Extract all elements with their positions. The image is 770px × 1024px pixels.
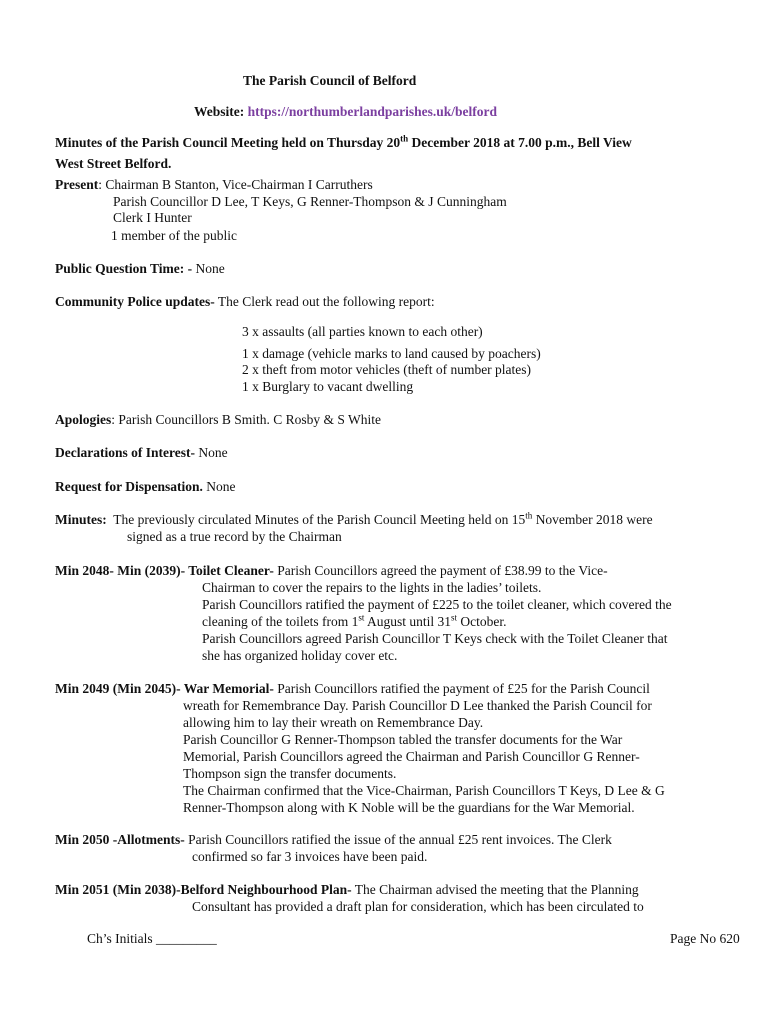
min2051-label: Min 2051 (Min 2038)-Belford Neighbourhood Plan-	[55, 882, 352, 897]
min2049-line-2: wreath for Remembrance Day. Parish Councillor D Lee thanked the Parish Council for	[183, 698, 652, 713]
police-updates	[55, 293, 435, 310]
declarations-text: None	[194, 445, 228, 460]
minutes-text-a: The previously circulated Minutes of the Parish Council Meeting held on 15	[106, 512, 526, 527]
website-line	[194, 103, 497, 120]
apologies-text: : Parish Councillors B Smith. C Rosby & S White	[111, 412, 382, 427]
min2050-label: Min 2050 -Allotments-	[55, 832, 185, 847]
min2051-line-1	[55, 881, 639, 898]
minutes-line-1	[55, 511, 653, 528]
min2048-body	[202, 579, 672, 664]
dispensation	[55, 478, 236, 495]
title-sup: th	[400, 133, 409, 144]
dispensation-label: Request for Dispensation.	[55, 479, 203, 494]
police-item-3: 2 x theft from motor vehicles (theft of number plates)	[242, 362, 532, 377]
min2048-line-4	[202, 613, 672, 630]
page-number: Page No 620	[670, 931, 740, 946]
website-label: Website:	[194, 104, 245, 119]
min2048-text-1: Parish Councillors agreed the payment of £38.99 to the Vice-	[273, 563, 608, 578]
website-link[interactable]: https://northumberlandparishes.uk/belford	[247, 104, 498, 119]
min2049-body	[183, 697, 665, 816]
meeting-location: West Street Belford.	[55, 156, 172, 171]
meeting-title	[55, 134, 632, 151]
present-line-4: 1 member of the public	[111, 228, 237, 243]
present-text: : Chairman B Stanton, Vice-Chairman I Carruthers	[98, 177, 373, 192]
min2048-line-3: Parish Councillors ratified the payment of £225 to the toilet cleaner, which covered the	[202, 597, 672, 612]
min2048-line-5: Parish Councillors agreed Parish Councillor T Keys check with the Toilet Cleaner that	[202, 631, 668, 646]
min2049-line-1	[55, 680, 650, 697]
minutes-text-b: November 2018 were	[532, 512, 653, 527]
apologies-label: Apologies	[55, 412, 112, 427]
min2048-label: Min 2048- Min (2039)- Toilet Cleaner-	[55, 563, 274, 578]
min2049-text-1: Parish Councillors ratified the payment of £25 for the Parish Council	[273, 681, 650, 696]
present-line-3: Clerk I Hunter	[113, 210, 192, 225]
apologies	[55, 411, 381, 428]
min2049-line-6: Thompson sign the transfer documents.	[183, 766, 397, 781]
council-name: The Parish Council of Belford	[243, 73, 417, 88]
min2051-text-1: The Chairman advised the meeting that the Planning	[351, 882, 639, 897]
minutes-line-2: signed as a true record by the Chairman	[127, 529, 342, 544]
present-line-2: Parish Councillor D Lee, T Keys, G Renner-Thompson & J Cunningham	[113, 194, 507, 209]
min2050-line-2: confirmed so far 3 invoices have been paid.	[192, 849, 428, 864]
public-question-text: None	[192, 261, 225, 276]
present-line-1	[55, 176, 373, 193]
min2048-line-4c: October.	[457, 614, 507, 629]
min2051-line-2: Consultant has provided a draft plan for consideration, which has been circulated to	[192, 899, 644, 914]
min2050-text-1: Parish Councillors ratified the issue of the annual £25 rent invoices. The Clerk	[184, 832, 612, 847]
declarations-label: Declarations of Interest-	[55, 445, 195, 460]
min2048-sup-2: st	[451, 612, 458, 623]
minutes-sup: th	[525, 510, 533, 521]
police-label: Community Police updates-	[55, 294, 215, 309]
declarations	[55, 444, 228, 461]
min2049-line-5: Memorial, Parish Councillors agreed the Chairman and Parish Councillor G Renner-	[183, 749, 640, 764]
min2049-line-7: The Chairman confirmed that the Vice-Chairman, Parish Councillors T Keys, D Lee & G	[183, 783, 665, 798]
dispensation-text: None	[202, 479, 236, 494]
min2050-line-1	[55, 831, 612, 848]
police-item-1: 3 x assaults (all parties known to each other)	[242, 324, 483, 339]
min2048-line-4a: cleaning of the toilets from 1	[202, 614, 359, 629]
min2049-line-4: Parish Councillor G Renner-Thompson tabled the transfer documents for the War	[183, 732, 623, 747]
min2049-line-8: Renner-Thompson along with K Noble will be the guardians for the War Memorial.	[183, 800, 635, 815]
public-question-label: Public Question Time: -	[55, 261, 193, 276]
police-item-4: 1 x Burglary to vacant dwelling	[242, 379, 414, 394]
police-text: The Clerk read out the following report:	[214, 294, 435, 309]
chairman-initials: Ch’s Initials _________	[87, 931, 217, 946]
min2048-line-6: she has organized holiday cover etc.	[202, 648, 398, 663]
min2049-line-3: allowing him to lay their wreath on Remembrance Day.	[183, 715, 484, 730]
present-label: Present	[55, 177, 99, 192]
public-question-time	[55, 260, 225, 277]
title-text-2: December 2018 at 7.00 p.m., Bell View	[408, 135, 632, 150]
min2048-line-4b: August until 31	[364, 614, 451, 629]
min2048-sup-1: st	[358, 612, 365, 623]
title-text-1: Minutes of the Parish Council Meeting held on Thursday 20	[55, 135, 401, 150]
police-item-2: 1 x damage (vehicle marks to land caused by poachers)	[242, 346, 541, 361]
minutes-label: Minutes:	[55, 512, 107, 527]
min2048-line-2: Chairman to cover the repairs to the lights in the ladies’ toilets.	[202, 580, 542, 595]
min2048-line-1	[55, 562, 608, 579]
min2049-label: Min 2049 (Min 2045)- War Memorial-	[55, 681, 274, 696]
